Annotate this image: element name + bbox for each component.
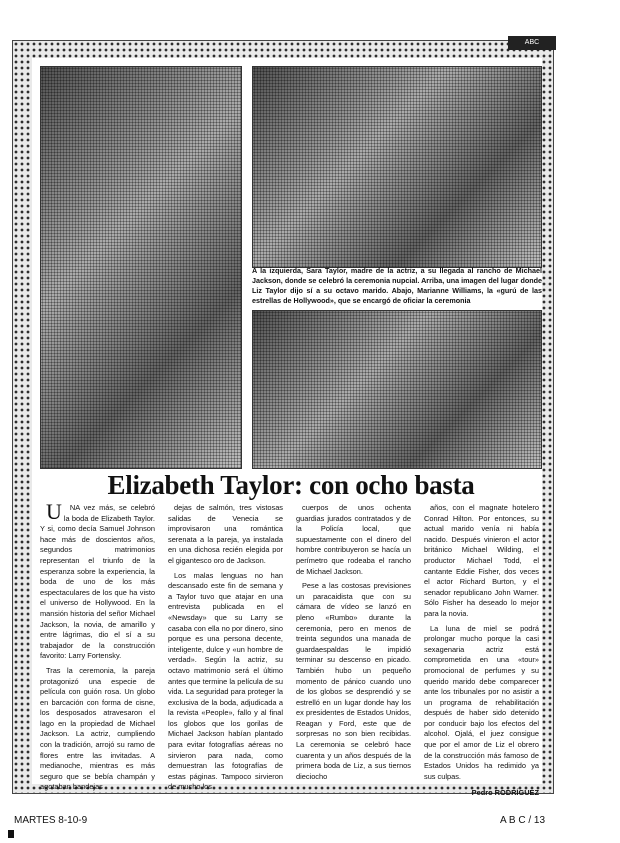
paragraph: Los malas lenguas no han descansado este fin de semana y a Taylor tuvo que atajar en una entrevista publicada en el «Newsday» que su Larry se casaba con ella no por dinero, sino porque es una persona decente, inteligente, dulce y «un hombre de verdad». Según la actriz, su octavo matrimonio será el último antes que termine la película de su vida. La seguridad para proteger la exclusiva de la boda, adjudicada a la revista «People», fallo y al final los globos que los gorilas de Michael Jackson habían plantado para evitar fotografías aéreas no sirvieron para nada, como demuestran las fotografías de estas páginas. Tampoco sirvieron de mucho los <box>168 570 283 792</box>
article-body <box>40 499 542 798</box>
paragraph: cuerpos de unos ochenta guardias jurados contratados y de la Policía local, que supuestamente con el dinero del hombre contribuyeron se hacía un perímetro que rodeaba el rancho de Michael Jackson. <box>296 503 411 576</box>
column-3 <box>296 503 411 786</box>
column-1 <box>40 499 155 797</box>
footer-date: MARTES 8-10-9 <box>14 815 88 826</box>
headline: Elizabeth Taylor: con ocho basta <box>107 470 475 500</box>
marianne-williams-photo <box>252 310 542 469</box>
author-signature: Pedro RODRÍGUEZ <box>471 788 539 798</box>
footer-page: A B C / 13 <box>500 815 546 826</box>
corner-mark <box>8 830 14 838</box>
column-2 <box>168 503 283 797</box>
photo-caption: A la izquierda, Sara Taylor, madre de la actriz, a su llegada al rancho de Michael Jackson, donde se celebró la ceremonia nupcial. Arriba, una imagen del lugar donde Liz Taylor dijo sí a su octavo marido. Abajo, Marianne Williams, la «gurú de las estrellas de Hollywood», que se encargó de oficiar la ceremonia <box>252 266 542 305</box>
paragraph: Tras la ceremonia, la pareja protagonizó una especie de película con guión rosa. Un globo en barcación con forma de cisne, los desposados atravesaron el lago en la propiedad de Michael Jackson. La actriz, cumpliendo con la tradición, arrojó su ramo de flores entre las invitadas. A medianoche, mientras es más seguro que se bebía champán y agotaban bandejas <box>40 665 155 792</box>
paragraph: La luna de miel se podrá prolongar mucho porque la casi sexagenaria actriz está comprometida en una «tour» promocional de perfumes y su querido marido debe comparecer ante los tribunales por no asistir a un programa de rehabilitación después de haber sido detenido por conducir bajo los efectos del alcohol. Ojalá, el juez consigue que por el amor de Liz el obrero de la construcción más famoso de Estados Unidos ha redimido ya sus culpas. <box>424 623 539 781</box>
column-4 <box>424 503 539 799</box>
dropcap: U <box>46 499 62 524</box>
paragraph: años, con el magnate hotelero Conrad Hilton. Por entonces, su actual marido venía ni había nacido. Después vinieron el actor británico Michael Wilding, el productor Michael Todd, el cantante Eddie Fisher, dos veces el actor Richard Burton, y el senador republicano John Warner. Sólo Fisher ha deseado lo mejor para la novia. <box>424 503 539 618</box>
paragraph: dejas de salmón, tres vistosas salidas de Venecia se improvisaron una romántica serenata a la pareja, ya instalada en una dichosa recién elegida por el gigantesco oro de Jackson. <box>168 503 283 565</box>
section-tag: ABC <box>508 36 556 50</box>
paragraph: NA vez más, se celebró la boda de Elizabeth Taylor. Y si, como decía Samuel Johnson hace más de doscientos años, segundos matrimonios representan el triunfo de la esperanza sobre la experiencia, la boda de uno de los más espectaculares de los que ha visto el universo de Hollywood. En la mansión historia del señor Michael Jackson, la novia, de amarillo y entre lágrimas, dio el sí a su trabajador de la construcción favorito: Larry Fortensky. <box>40 503 155 661</box>
sara-taylor-photo <box>40 66 242 469</box>
ranch-ceremony-photo <box>252 66 542 268</box>
paragraph: Pese a las costosas previsiones un paracaidista que con su cámara de vídeo se lanzó en pleno «Rumbo» durante la ceremonia, pero en menos de treinta segundos una manada de guardaespaldas le impidió terminar su descenso en picado. También hubo un pequeño momento de pánico cuando uno de los globos se desprendió y se estrelló en un lugar donde hay los ex presidentes de Estados Unidos, Reagan y Ford, este que de sorpresas no son bien recibidas. La ceremonia se celebró hace cuarenta y un años después de la primera boda de Liz, a sus tiernos dieciocho <box>296 581 411 781</box>
